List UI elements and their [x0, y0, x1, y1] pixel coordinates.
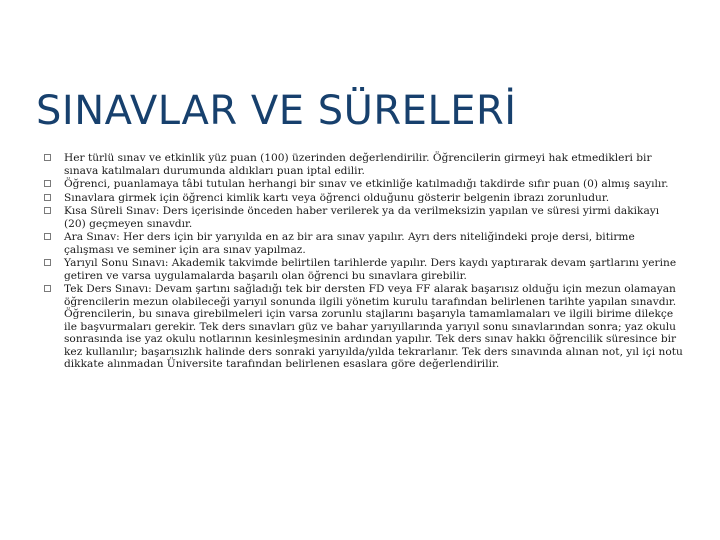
bullet-item: [44, 283, 684, 371]
bullet-item: [44, 257, 684, 282]
square-bullet-icon: [44, 154, 51, 161]
bullet-text: Tek Ders Sınavı: Devam şartını sağladığı tek bir dersten FD veya FF alarak başarısız olduğu için mezun olamayan öğrencilerin mezun olabileceği yarıyıl sonunda ilgili yönetim kurulu tarafından belirlenen tarihte yapılan sınavdır. Öğrencilerin, bu sınava girebilmeleri için varsa zorunlu stajlarını başarıyla tamamlamaları ve ilgili birime dilekçe ile başvurmaları gerekir. Tek ders sınavları güz ve bahar yarıyıllarında yarıyıl sonu sınavlarından sonra; yaz okulu sonrasında ise yaz okulu notlarının kesinleşmesinin ardından yapılır. Tek ders sınav hakkı öğrencilik süresince bir kez kullanılır; başarısızlık halinde ders sonraki yarıyılda/yılda tekrarlanır. Tek ders sınavında alınan not, yıl içi notu dikkate alınmadan Üniversite tarafından belirlenen esaslara göre değerlendirilir.: [64, 283, 683, 370]
bullet-text: Ara Sınav: Her ders için bir yarıyılda en az bir ara sınav yapılır. Ayrı ders niteliğindeki proje dersi, bitirme çalışması ve seminer için ara sınav yapılmaz.: [64, 231, 635, 256]
bullet-text: Öğrenci, puanlamaya tâbi tutulan herhangi bir sınav ve etkinliğe katılmadığı takdirde sıfır puan (0) almış sayılır.: [64, 178, 669, 190]
slide-title: SINAVLAR VE SÜRELERİ: [36, 88, 517, 134]
square-bullet-icon: [44, 194, 51, 201]
bullet-item: [44, 152, 684, 177]
square-bullet-icon: [44, 180, 51, 187]
bullet-text: Her türlü sınav ve etkinlik yüz puan (100) üzerinden değerlendirilir. Öğrencilerin girmeyi hak etmedikleri bir sınava katılmaları durumunda aldıkları puan iptal edilir.: [64, 152, 652, 177]
bullet-item: [44, 205, 684, 230]
square-bullet-icon: [44, 207, 51, 214]
bullet-item: [44, 178, 684, 191]
bullet-text: Sınavlara girmek için öğrenci kimlik kartı veya öğrenci olduğunu gösterir belgenin ibrazı zorunludur.: [64, 191, 610, 204]
bullet-text: Yarıyıl Sonu Sınavı: Akademik takvimde belirtilen tarihlerde yapılır. Ders kaydı yaptırarak devam şartlarını yerine getiren ve varsa uygulamalarda başarılı olan öğrenci bu sınavlara girebilir.: [64, 257, 677, 282]
bullet-item: [44, 192, 684, 205]
square-bullet-icon: [44, 259, 51, 266]
square-bullet-icon: [44, 233, 51, 240]
bullet-list: [44, 152, 684, 372]
bullet-text: Kısa Süreli Sınav: Ders içerisinde önceden haber verilerek ya da verilmeksizin yapılan ve süresi yirmi dakikayı (20) geçmeyen sınavdır.: [64, 205, 660, 230]
square-bullet-icon: [44, 285, 51, 292]
bullet-item: [44, 231, 684, 256]
